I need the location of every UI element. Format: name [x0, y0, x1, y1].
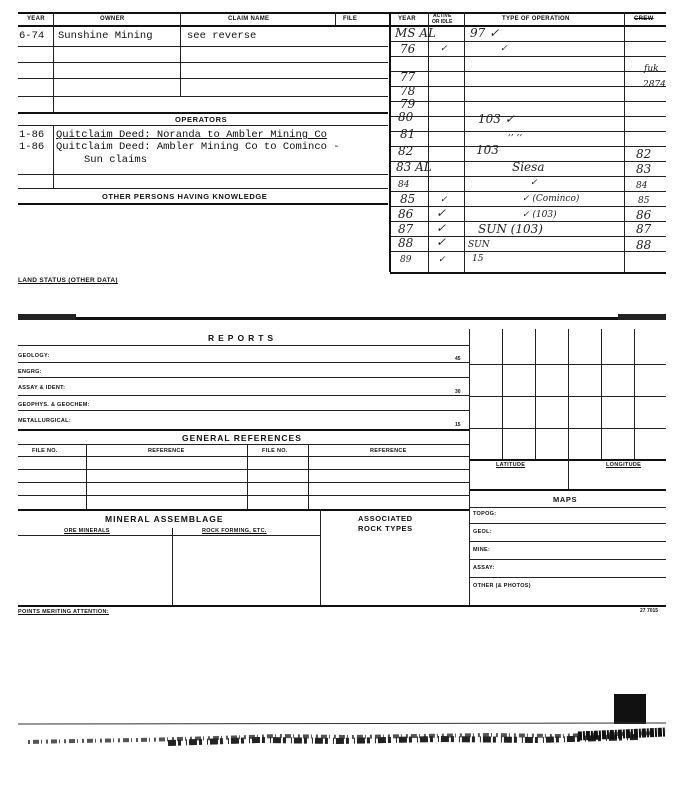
hand-year-86: 86: [398, 207, 414, 221]
hand-op-82: 103: [476, 143, 499, 157]
map-assay: ASSAY:: [473, 565, 495, 571]
hand-year-80: 80: [398, 110, 414, 124]
hand-active-86: ✓: [436, 206, 447, 220]
hand-op-83: Siesa: [512, 160, 545, 174]
operators-title: OPERATORS: [175, 115, 228, 124]
hand-year-89: 89: [400, 255, 412, 265]
hand-year-88: 88: [398, 236, 414, 250]
hand-crew-85: 85: [638, 196, 650, 206]
header-year-2: YEAR: [398, 16, 416, 22]
hand-year-85: 85: [400, 192, 416, 206]
rock-forming-label: ROCK FORMING, ETC.: [202, 528, 267, 534]
hand-op-84: ✓: [530, 178, 538, 188]
hand-year-81: 81: [400, 127, 416, 141]
hand-op-86: ✓ (103): [522, 210, 557, 220]
report-engrg: ENGRG:: [18, 369, 42, 375]
hand-active-85: ✓: [440, 195, 448, 205]
report-assay-num: 30: [455, 389, 461, 395]
header-or-idle: OR IDLE: [432, 19, 453, 25]
operator-year-2: 1-86: [19, 141, 45, 153]
section-divider: [18, 317, 666, 320]
hand-crew-88: 88: [636, 238, 652, 252]
mineral-assemblage-title: MINERAL ASSEMBLAGE: [105, 514, 224, 524]
hand-crew-83: 83: [636, 162, 652, 176]
hand-year-79: 79: [400, 97, 416, 111]
header-year: YEAR: [27, 16, 45, 22]
map-other: OTHER (& PHOTOS): [473, 583, 531, 589]
scan-noise-band: [18, 718, 666, 758]
operator-text-1: Quitclaim Deed: Noranda to Ambler Mining Co: [56, 129, 327, 141]
hand-active-87: ✓: [436, 221, 447, 235]
map-mine: MINE:: [473, 547, 491, 553]
report-metallurgical: METALLURGICAL:: [18, 418, 71, 424]
hand-crew-b: 2874: [643, 80, 666, 90]
hand-active-89: ✓: [438, 255, 446, 265]
maps-title: MAPS: [553, 495, 578, 504]
hand-year-87: 87: [398, 222, 414, 236]
header-file: FILE: [343, 16, 358, 22]
col-reference-2: REFERENCE: [370, 448, 407, 454]
hand-year-82: 82: [398, 144, 414, 158]
report-geology-num: 45: [455, 356, 461, 362]
hand-op-85: ✓ (Cominco): [522, 194, 580, 204]
owner-name: Sunshine Mining: [58, 30, 153, 42]
hand-crew-87: 87: [636, 222, 652, 236]
hand-year-75: MS AL: [395, 26, 436, 40]
hand-active-88: ✓: [436, 235, 447, 249]
divider-mark-left: [18, 314, 76, 320]
points-meriting-attention: POINTS MERITING ATTENTION:: [18, 609, 109, 615]
hand-crew-82: 82: [636, 147, 652, 161]
report-geophys: GEOPHYS. & GEOCHEM:: [18, 402, 90, 408]
rock-types-label: ROCK TYPES: [358, 524, 413, 533]
col-file-no-2: FILE NO.: [262, 448, 288, 454]
operator-year-1: 1-86: [19, 129, 45, 141]
hand-op-81: ,, ,,: [508, 128, 523, 138]
hand-year-77: 77: [400, 70, 416, 84]
map-topog: TOPOG:: [473, 511, 497, 517]
header-crew: CREW: [634, 16, 654, 22]
hand-crew-86: 86: [636, 208, 652, 222]
operator-text-3: Sun claims: [84, 154, 148, 166]
associated-label: ASSOCIATED: [358, 514, 413, 523]
claim-name: see reverse: [187, 30, 257, 42]
hand-op-89: 15: [472, 254, 484, 264]
owner-year: 6-74: [19, 30, 45, 42]
report-geology: GEOLOGY:: [18, 353, 50, 359]
land-status-label: LAND STATUS (OTHER DATA): [18, 277, 118, 284]
map-geol: GEOL:: [473, 529, 492, 535]
hand-active-76: ✓: [440, 44, 448, 54]
hand-op-87: SUN (103): [478, 222, 543, 236]
ore-minerals-label: ORE MINERALS: [64, 528, 110, 534]
operator-text-2: Quitclaim Deed: Ambler Mining Co to Cominco -: [56, 141, 340, 153]
latitude-label: LATITUDE: [496, 462, 526, 468]
divider-mark-right: [618, 314, 666, 320]
longitude-label: LONGITUDE: [606, 462, 642, 468]
col-reference-1: REFERENCE: [148, 448, 185, 454]
hand-op-76: ✓: [500, 44, 508, 54]
hand-crew-a: fuk: [644, 64, 659, 74]
report-assay: ASSAY & IDENT:: [18, 385, 66, 391]
other-persons-title: OTHER PERSONS HAVING KNOWLEDGE: [102, 192, 268, 201]
report-metallurgical-num: 15: [455, 422, 461, 428]
hand-year-78: 78: [400, 84, 416, 98]
hand-op-75: 97 ✓: [470, 26, 500, 40]
hand-crew-84: 84: [636, 181, 648, 191]
header-active: ACTIVE: [433, 13, 452, 19]
header-owner: OWNER: [100, 16, 125, 22]
form-code: 27 7015: [640, 608, 659, 614]
hand-year-76: 76: [400, 42, 416, 56]
col-file-no-1: FILE NO.: [32, 448, 58, 454]
general-references-title: GENERAL REFERENCES: [182, 433, 302, 443]
hand-year-84: 84: [398, 180, 410, 190]
header-type-of-operation: TYPE OF OPERATION: [502, 16, 570, 22]
hand-op-88: SUN: [468, 240, 490, 250]
hand-op-80: 103 ✓: [478, 112, 515, 126]
hand-year-83: 83 AL: [396, 160, 432, 174]
header-claim-name: CLAIM NAME: [228, 16, 270, 22]
reports-title: REPORTS: [208, 333, 278, 343]
